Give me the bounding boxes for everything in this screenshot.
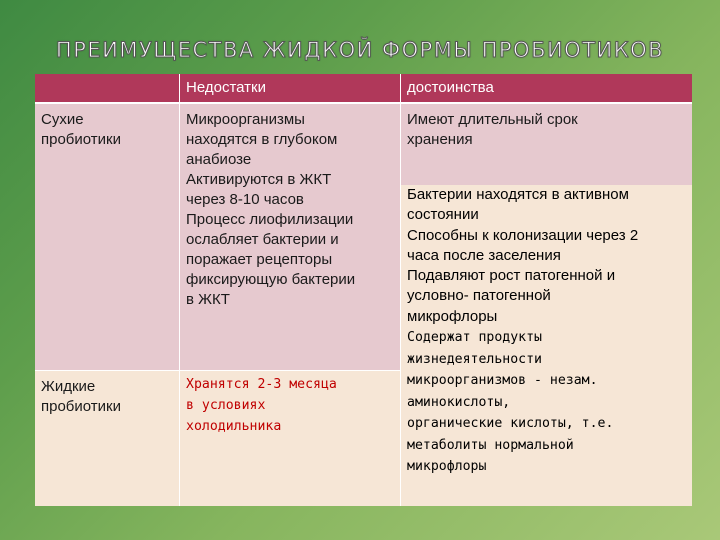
row-liquid-label xyxy=(35,371,180,506)
advantage-line: Содержат продукты xyxy=(407,330,542,346)
advantage-line: Имеют длительный срок xyxy=(407,111,578,128)
header-empty xyxy=(35,74,180,104)
disadvantage-line: Активируются в ЖКТ xyxy=(186,171,332,188)
advantage-line: жизнедеятельности xyxy=(407,351,542,367)
slide-title: ПРЕИМУЩЕСТВА ЖИДКОЙ ФОРМЫ ПРОБИОТИКОВ xyxy=(55,38,665,62)
row-dry-label-line: пробиотики xyxy=(41,131,121,148)
advantage-line: аминокислоты, xyxy=(407,394,511,410)
disadvantage-line: Процесс лиофилизации xyxy=(186,211,354,228)
row-dry-disadvantages xyxy=(180,104,401,371)
advantage-line: Способны к колонизации через 2 xyxy=(407,226,639,244)
row-liquid-disadvantages xyxy=(180,371,401,506)
advantage-line: часа после заселения xyxy=(407,246,561,264)
row-dry-label xyxy=(35,104,180,371)
advantage-line: хранения xyxy=(407,131,473,148)
disadvantage-line: поражает рецепторы xyxy=(186,251,333,268)
disadvantage-line: через 8-10 часов xyxy=(186,191,304,208)
comparison-table xyxy=(35,74,692,506)
disadvantage-line: холодильника xyxy=(186,419,282,434)
header-advantages: достоинства xyxy=(401,74,692,104)
row-liquid-label-line: пробиотики xyxy=(41,398,121,415)
row-liquid-label-line: Жидкие xyxy=(41,378,96,395)
disadvantage-line: Хранятся 2-3 месяца xyxy=(186,377,337,392)
advantage-line: микроорганизмов - незам. xyxy=(407,373,598,389)
row-liquid-advantages xyxy=(401,185,692,506)
advantage-line: метаболиты нормальной xyxy=(407,437,574,453)
advantage-line: микрофлоры xyxy=(407,459,487,475)
advantage-line: условно- патогенной xyxy=(407,287,551,305)
disadvantage-line: ослабляет бактерии и xyxy=(186,231,339,248)
advantage-line: микрофлоры xyxy=(407,307,498,325)
disadvantage-line: анабиозе xyxy=(186,151,252,168)
disadvantage-line: фиксирующую бактерии xyxy=(186,271,356,288)
disadvantage-line: в условиях xyxy=(186,398,266,413)
header-disadvantages: Недостатки xyxy=(180,74,401,104)
row-dry-label-line: Сухие xyxy=(41,111,84,128)
disadvantage-line: Микроорганизмы xyxy=(186,111,305,128)
disadvantage-line: находятся в глубоком xyxy=(186,131,338,148)
disadvantage-line: в ЖКТ xyxy=(186,291,230,308)
advantage-line: состоянии xyxy=(407,206,479,224)
advantage-line: Бактерии находятся в активном xyxy=(407,186,629,203)
advantage-line: органические кислоты, т.е. xyxy=(407,416,614,432)
advantage-line: Подавляют рост патогенной и xyxy=(407,267,616,285)
